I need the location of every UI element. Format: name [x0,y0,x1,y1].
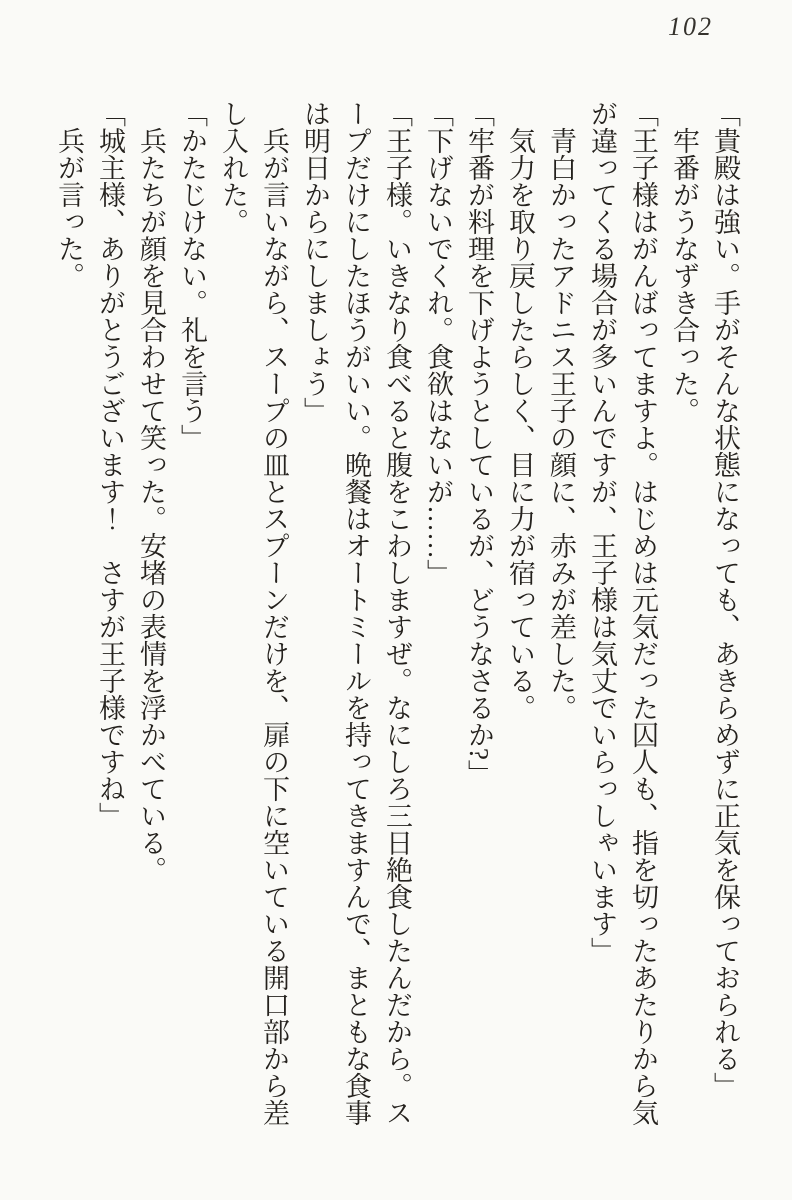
paragraph: 「貴殿は強い。手がそんな状態になっても、あきらめずに正気を保っておられる」 [710,100,740,1099]
paragraph: 兵が言った。 [54,127,84,289]
paragraph: 「王子様。いきなり食べると腹をこわしますぜ。なにしろ三日絶食したんだから。スープだけにしたほうがいい。晩餐はオートミールを持ってきますんで、まともな食事は明日からにしましょう」 [300,100,412,1126]
paragraph: 牢番がうなずき合った。 [669,127,699,424]
paragraph: 青白かったアドニス王子の顔に、赤みが差した。 [546,127,576,721]
paragraph: 「かたじけない。礼を言う」 [177,100,207,451]
paragraph: 気力を取り戻したらしく、目に力が宿っている。 [505,127,535,721]
paragraph: 「王子様はがんばってますよ。はじめは元気だった囚人も、指を切ったあたりから気が違ってくる場合が多いんですが、王子様は気丈でいらっしゃいます」 [587,100,658,1126]
paragraph: 「城主様、ありがとうございます！ さすが王子様ですね」 [95,100,125,829]
vertical-text-block [48,100,745,1127]
page-number: 102 [668,12,713,41]
paragraph: 兵が言いながら、スープの皿とスプーンだけを、扉の下に空いている開口部から差し入れた。 [218,100,289,1126]
paragraph: 兵たちが顔を見合わせて笑った。安堵の表情を浮かべている。 [136,127,166,883]
paragraph: 「牢番が料理を下げようとしているが、どうなさるか?」 [464,100,494,787]
paragraph: 「下げないでくれ。食欲はないが……」 [423,100,453,586]
